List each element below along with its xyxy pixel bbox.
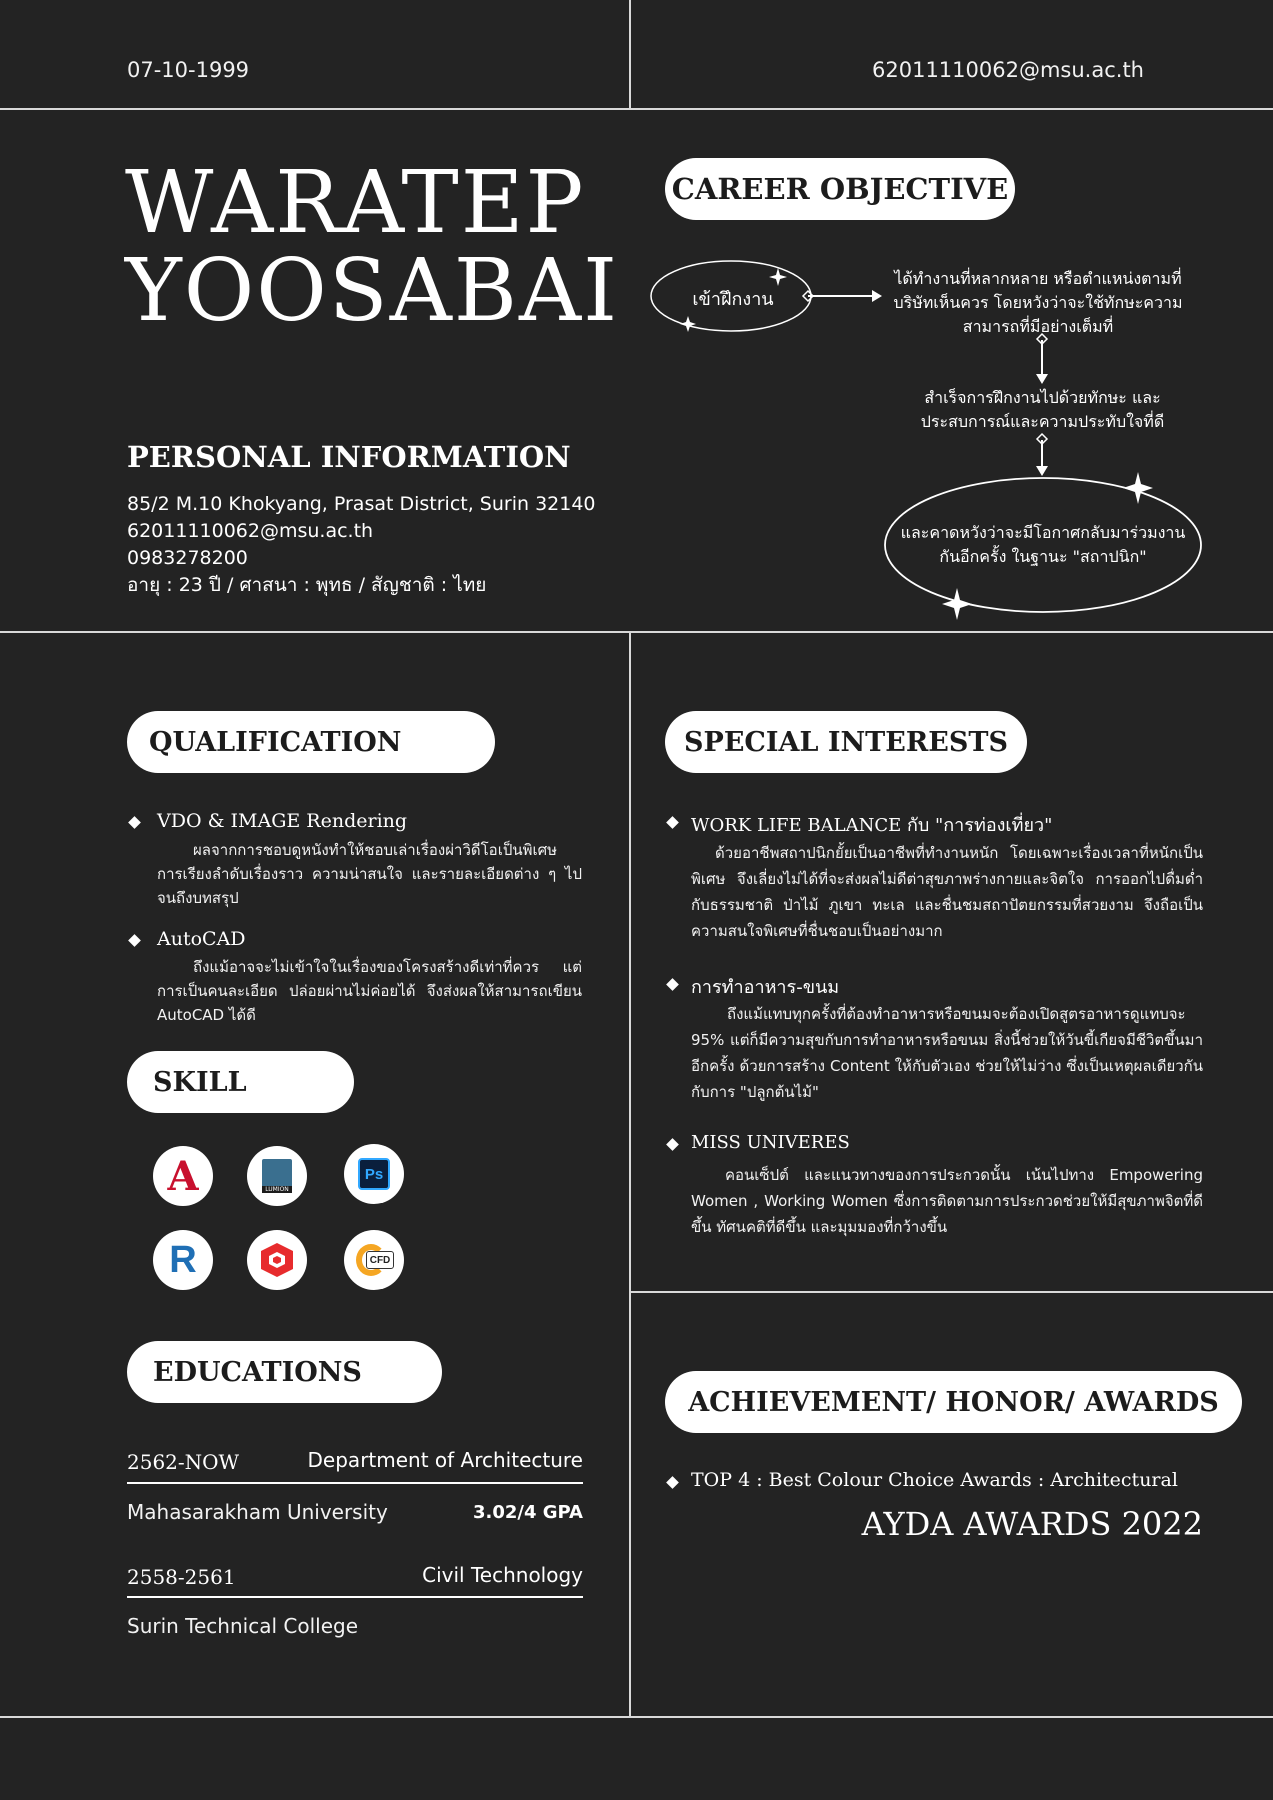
- qualification-item-text: ผลจากการชอบดูหนังทำให้ชอบเล่าเรื่องผ่าวิดีโอเป็นพิเศษ การเรียงลำดับเรื่องราว ความน่าสนใจ และรายละเอียดต่าง ๆ ไปจนถึงบทสรุป: [157, 841, 582, 907]
- awards-title: ACHIEVEMENT/ HONOR/ AWARDS: [665, 1371, 1242, 1433]
- education-program: Department of Architecture: [307, 1448, 583, 1472]
- interest-item-text: ถึงแม้แทบทุกครั้งที่ต้องทำอาหารหรือขนมจะต้องเปิดสูตรอาหารดูแทบจะ 95% แต่ก็มีความสุขกับการทำอาหารหรือขนม สิ่งนี้ช่วยให้วันขี้เกียจมีชีวิตขึ้นมาอีกครั้ง ด้วยการสร้าง Content ให้กับตัวเอง ช่วยให้ไม่ว่าง ซึ่งเป็นเหตุผลเดียวกันกับการ "ปลูกต้นไม้": [691, 1005, 1203, 1101]
- divider-header-vertical: [629, 0, 631, 108]
- divider-middle: [0, 631, 1273, 633]
- education-school: Surin Technical College: [127, 1614, 358, 1638]
- cfd-icon: [344, 1230, 404, 1290]
- interest-item-text: ด้วยอาชีพสถาปนิกยั้ยเป็นอาชีพที่ทำงานหนัก โดยเฉพาะเรื่องเวลาที่หนักเป็นพิเศษ จึงเลี่ยงไม่ได้ที่จะส่งผลไม่ดีต่าสุขภาพร่างกายและจิตใจ การออกไปดื่มด่ำกับธรรมชาติ ป่าไม้ ภูเขา ทะเล และชื่นชมสถาปัตยกรรมที่สวยงาม จึงถือเป็นความสนใจพิเศษที่ชื่นชอบเป็นอย่างมาก: [691, 844, 1203, 940]
- education-gpa: 3.02/4 GPA: [472, 1502, 583, 1523]
- sparkle-icon: [1123, 472, 1153, 504]
- bullet-icon: [666, 978, 679, 991]
- personal-details: อายุ : 23 ปี / ศาสนา : พุทธ / สัญชาติ : ไทย: [127, 574, 487, 596]
- bullet-icon: [128, 934, 141, 947]
- bullet-icon: [666, 1476, 679, 1489]
- education-years: 2558-2561: [127, 1565, 236, 1589]
- revit-icon-glyph: R: [169, 1238, 197, 1281]
- personal-phone: 0983278200: [127, 547, 248, 569]
- career-step-2: สำเร็จการฝึกงานไปด้วยทักษะ และ ประสบการณ์และความประทับใจที่ดี: [920, 388, 1165, 431]
- sketchup-icon-shape: [257, 1240, 297, 1280]
- photoshop-icon-label: Ps: [364, 1165, 384, 1183]
- divider-bottom: [0, 1716, 1273, 1718]
- educations-title: EDUCATIONS: [127, 1341, 442, 1403]
- divider-right: [630, 1291, 1273, 1293]
- personal-info-title: PERSONAL INFORMATION: [127, 440, 571, 474]
- career-start-label: เข้าฝึกงาน: [692, 289, 774, 310]
- header-email: 62011110062@msu.ac.th: [872, 58, 1144, 82]
- personal-address: 85/2 M.10 Khokyang, Prasat District, Surin 32140: [127, 493, 596, 515]
- date-of-birth: 07-10-1999: [127, 58, 250, 82]
- interest-item-text: คอนเซ็ปต์ และแนวทางของการประกวดนั้น เน้นไปทาง Empowering Women , Working Women ซึ่งการติดตามการประกวดช่วยให้มีสุขภาพจิตที่ดีขึ้น ทัศนคติที่ดีขึ้น และมุมมองที่กว้างขึ้น: [691, 1166, 1203, 1236]
- interest-item-heading: WORK LIFE BALANCE กับ "การท่องเที่ยว": [691, 815, 1053, 836]
- education-divider: [127, 1596, 583, 1598]
- cfd-icon-label: CFD: [369, 1254, 391, 1266]
- autocad-icon-glyph: A: [167, 1152, 199, 1200]
- name-first: WARATEP: [125, 153, 586, 253]
- revit-icon: [153, 1230, 213, 1290]
- sparkle-icon: [942, 588, 972, 620]
- interest-item-heading: MISS UNIVERES: [691, 1132, 850, 1153]
- award-event: AYDA AWARDS 2022: [861, 1505, 1203, 1543]
- lumion-icon-label: LUMION: [262, 1186, 292, 1193]
- divider-top: [0, 108, 1273, 110]
- education-school: Mahasarakham University: [127, 1500, 388, 1524]
- bullet-icon: [666, 1138, 679, 1151]
- divider-lower-vertical: [629, 631, 631, 1717]
- lumion-icon: [247, 1146, 307, 1206]
- sparkle-icon: [680, 316, 696, 332]
- name-last: YOOSABAI: [125, 241, 620, 341]
- education-divider: [127, 1482, 583, 1484]
- qualification-item-heading: AutoCAD: [157, 928, 246, 950]
- career-step-3: และคาดหวังว่าจะมีโอกาศกลับมาร่วมงาน กันอีกครั้ง ในฐานะ "สถาปนิก": [900, 523, 1186, 566]
- qualification-item-heading: VDO & IMAGE Rendering: [157, 810, 408, 832]
- personal-email: 62011110062@msu.ac.th: [127, 520, 374, 542]
- qualification-title: QUALIFICATION: [127, 711, 495, 773]
- interest-item-heading: การทำอาหาร-ขนม: [691, 977, 840, 998]
- sketchup-icon: [247, 1230, 307, 1290]
- education-years: 2562-NOW: [127, 1450, 240, 1474]
- award-item: TOP 4 : Best Colour Choice Awards : Architectural: [691, 1469, 1178, 1491]
- photoshop-icon: [344, 1144, 404, 1204]
- career-step-1: ได้ทำงานที่หลากหลาย หรือตำแหน่งตามที่ บริษัทเห็นควร โดยหวังว่าจะใช้ทักษะความ สามารถที่มีอย่างเต็มที่: [893, 269, 1183, 336]
- qualification-item-text: ถึงแม้อาจจะไม่เข้าใจในเรื่องของโครงสร้างดีเท่าที่ควร แต่การเป็นคนละเอียด ปล่อยผ่านไม่ค่อยได้ จึงส่งผลให้สามารถเขียน AutoCAD ได้ดี: [157, 958, 582, 1024]
- bullet-icon: [128, 816, 141, 829]
- special-interests-title: SPECIAL INTERESTS: [665, 711, 1027, 773]
- career-objective-title: CAREER OBJECTIVE: [665, 158, 1015, 220]
- bullet-icon: [666, 816, 679, 829]
- autocad-icon: [153, 1146, 213, 1206]
- skill-title: SKILL: [127, 1051, 354, 1113]
- education-program: Civil Technology: [422, 1563, 583, 1587]
